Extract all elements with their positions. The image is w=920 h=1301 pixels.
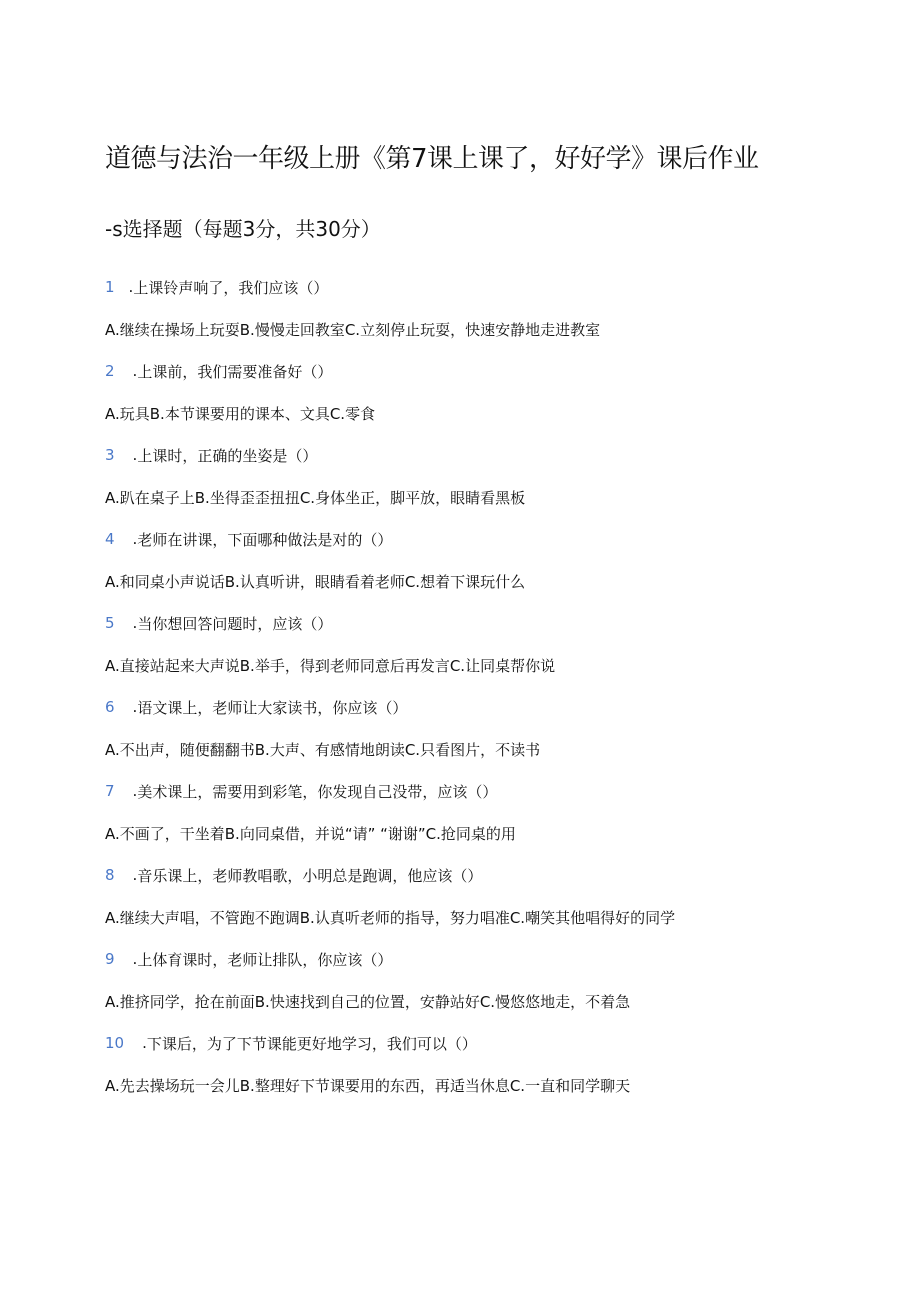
question-item — [105, 938, 865, 1022]
question-options: A.趴在桌子上B.坐得歪歪扭扭C.身体坐正，脚平放，眼睛看黑板 — [105, 488, 526, 507]
question-number: 1 — [105, 278, 115, 296]
question-number: 7 — [105, 782, 115, 800]
question-number: 6 — [105, 698, 115, 716]
question-text: 当你想回答问题时，应该（） — [137, 614, 333, 633]
question-line — [105, 770, 865, 812]
question-options: A.先去操场玩一会儿B.整理好下节课要用的东西，再适当休息C.一直和同学聊天 — [105, 1076, 631, 1095]
page-title: 道德与法治一年级上册《第7课上课了，好好学》课后作业 — [105, 144, 759, 174]
question-dot: . — [132, 530, 138, 548]
question-line — [105, 938, 865, 980]
question-item — [105, 266, 865, 350]
question-dot: . — [132, 614, 138, 632]
question-options: A.继续在操场上玩耍B.慢慢走回教室C.立刻停止玩耍，快速安静地走进教室 — [105, 320, 601, 339]
question-options: A.和同桌小声说话B.认真听讲，眼睛看着老师C.想着下课玩什么 — [105, 572, 526, 591]
question-item — [105, 350, 865, 434]
question-number: 10 — [105, 1034, 125, 1052]
section-heading: -s选择题（每题3分，共30分） — [105, 217, 381, 241]
question-dot: . — [132, 698, 138, 716]
question-dot: . — [132, 446, 138, 464]
question-number: 5 — [105, 614, 115, 632]
question-line — [105, 1022, 865, 1064]
question-options: A.不画了，干坐着B.向同桌借，并说“请” “谢谢”C.抢同桌的用 — [105, 824, 516, 843]
question-options: A.直接站起来大声说B.举手，得到老师同意后再发言C.让同桌帮你说 — [105, 656, 556, 675]
question-text: 上课铃声响了，我们应该（） — [133, 278, 329, 297]
question-number: 9 — [105, 950, 115, 968]
question-item — [105, 434, 865, 518]
question-text: 上体育课时，老师让排队，你应该（） — [137, 950, 393, 969]
question-dot: . — [142, 1034, 147, 1052]
question-text: 下课后，为了下节课能更好地学习，我们可以（） — [146, 1034, 477, 1053]
question-text: 美术课上，需要用到彩笔，你发现自己没带，应该（） — [137, 782, 498, 801]
question-line — [105, 266, 865, 308]
question-line — [105, 686, 865, 728]
question-item — [105, 770, 865, 854]
question-item — [105, 602, 865, 686]
question-options: A.不出声，随便翻翻书B.大声、有感情地朗读C.只看图片，不读书 — [105, 740, 541, 759]
question-text: 语文课上，老师让大家读书，你应该（） — [137, 698, 408, 717]
question-dot: . — [132, 782, 138, 800]
question-dot: . — [132, 950, 138, 968]
question-line — [105, 518, 865, 560]
question-item — [105, 1022, 865, 1106]
question-item — [105, 854, 865, 938]
question-item — [105, 518, 865, 602]
question-line — [105, 602, 865, 644]
question-dot: . — [128, 278, 134, 296]
question-dot: . — [132, 866, 138, 884]
question-line — [105, 434, 865, 476]
question-line — [105, 854, 865, 896]
question-options: A.继续大声唱，不管跑不跑调B.认真听老师的指导，努力唱准C.嘲笑其他唱得好的同学 — [105, 908, 676, 927]
question-dot: . — [132, 362, 138, 380]
question-options: A.玩具B.本节课要用的课本、文具C.零食 — [105, 404, 376, 423]
question-number: 3 — [105, 446, 115, 464]
question-item — [105, 686, 865, 770]
question-text: 音乐课上，老师教唱歌，小明总是跑调，他应该（） — [137, 866, 483, 885]
question-text: 上课时，正确的坐姿是（） — [137, 446, 318, 465]
question-number: 8 — [105, 866, 115, 884]
question-number: 2 — [105, 362, 115, 380]
question-options: A.推挤同学，抢在前面B.快速找到自己的位置，安静站好C.慢悠悠地走，不着急 — [105, 992, 631, 1011]
question-text: 老师在讲课，下面哪种做法是对的（） — [137, 530, 393, 549]
question-line — [105, 350, 865, 392]
question-number: 4 — [105, 530, 115, 548]
question-list — [105, 266, 865, 1106]
question-text: 上课前，我们需要准备好（） — [137, 362, 333, 381]
